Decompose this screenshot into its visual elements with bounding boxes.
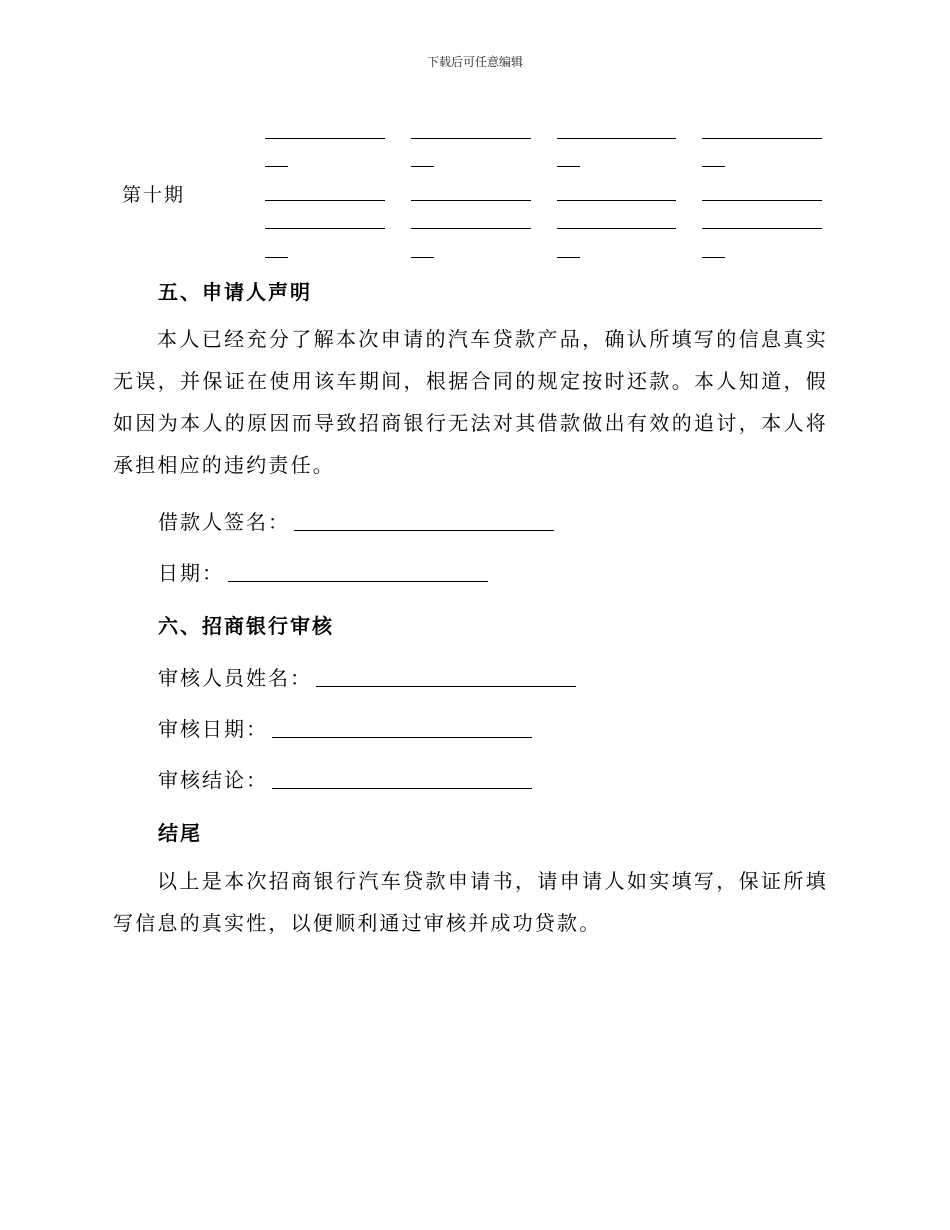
reviewer-name-label: 审核人员姓名： bbox=[158, 666, 312, 690]
review-date-field[interactable] bbox=[158, 713, 532, 742]
blank-line bbox=[557, 200, 676, 201]
blank-line bbox=[411, 138, 531, 139]
blank-line bbox=[265, 138, 385, 139]
row-label-tenth-period: 第十期 bbox=[122, 184, 186, 206]
borrower-signature-field[interactable] bbox=[158, 506, 554, 535]
blank-line bbox=[411, 200, 531, 201]
blank-line bbox=[557, 228, 676, 229]
blank-line bbox=[702, 200, 822, 201]
review-conclusion-label: 审核结论： bbox=[158, 768, 268, 792]
review-conclusion-line[interactable] bbox=[272, 787, 532, 789]
section-heading-ending: 结尾 bbox=[158, 821, 202, 845]
page-header: 下载后可任意编辑 bbox=[426, 55, 523, 69]
date-label: 日期： bbox=[158, 561, 224, 585]
borrower-signature-label: 借款人签名： bbox=[158, 510, 290, 534]
blank-line bbox=[265, 166, 288, 167]
blank-line bbox=[411, 166, 434, 167]
blank-line bbox=[702, 228, 822, 229]
blank-line bbox=[557, 138, 676, 139]
blank-line bbox=[265, 257, 288, 258]
blank-line bbox=[411, 228, 531, 229]
blank-line bbox=[411, 257, 434, 258]
section-heading-applicant-declaration: 五、申请人声明 bbox=[158, 280, 312, 304]
date-field[interactable] bbox=[158, 557, 488, 586]
review-date-label: 审核日期： bbox=[158, 717, 268, 741]
blank-line bbox=[265, 200, 385, 201]
blank-line bbox=[702, 138, 822, 139]
date-line[interactable] bbox=[228, 580, 488, 582]
blank-line bbox=[557, 257, 580, 258]
ending-paragraph: 以上是本次招商银行汽车贷款申请书，请申请人如实填写，保证所填写信息的真实性，以便顺利通过审核并成功贷款。 bbox=[113, 869, 828, 935]
reviewer-name-line[interactable] bbox=[316, 685, 576, 687]
blank-line bbox=[265, 228, 385, 229]
blank-line bbox=[557, 166, 580, 167]
review-date-line[interactable] bbox=[272, 736, 532, 738]
blank-line bbox=[702, 257, 725, 258]
borrower-signature-line[interactable] bbox=[294, 529, 554, 531]
reviewer-name-field[interactable] bbox=[158, 662, 576, 691]
blank-line bbox=[702, 166, 725, 167]
declaration-paragraph: 本人已经充分了解本次申请的汽车贷款产品，确认所填写的信息真实无误，并保证在使用该车期间，根据合同的规定按时还款。本人知道，假如因为本人的原因而导致招商银行无法对其借款做出有效的追讨，本人将承担相应的违约责任。 bbox=[113, 327, 828, 477]
section-heading-bank-review: 六、招商银行审核 bbox=[158, 614, 334, 638]
review-conclusion-field[interactable] bbox=[158, 764, 532, 793]
